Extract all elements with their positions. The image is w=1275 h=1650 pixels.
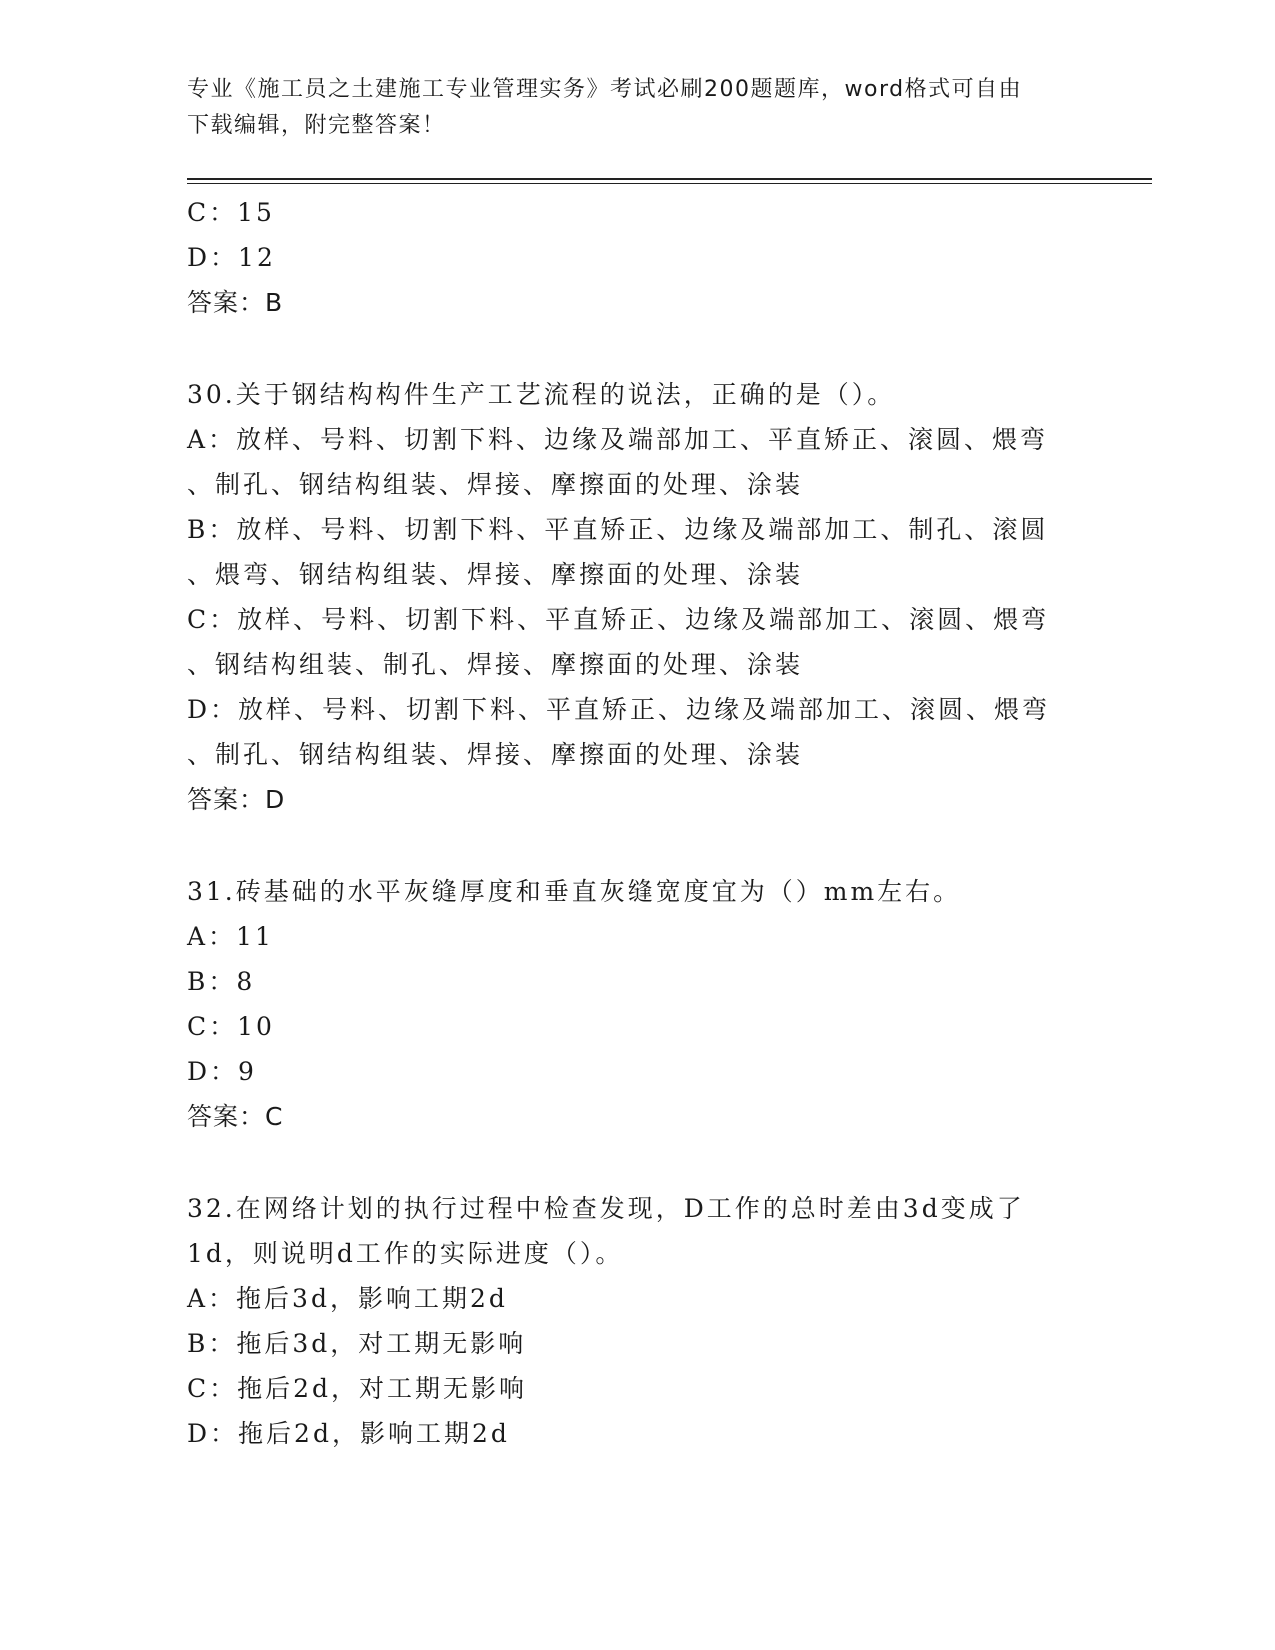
option-a: A：11	[187, 922, 274, 951]
question-30	[187, 372, 1087, 822]
question-text: 31.砖基础的水平灰缝厚度和垂直灰缝宽度宜为（）mm左右。	[187, 877, 962, 906]
header-divider-thick	[187, 178, 1152, 180]
question-text: 30.关于钢结构构件生产工艺流程的说法，正确的是（）。	[187, 380, 896, 409]
option-c: C：10	[187, 1012, 275, 1041]
answer-line: 答案：B	[187, 288, 284, 317]
option-c-continued: 、钢结构组装、制孔、焊接、摩擦面的处理、涂装	[187, 650, 804, 679]
question-29-tail	[187, 190, 1087, 325]
option-c: C：放样、号料、切割下料、平直矫正、边缘及端部加工、滚圆、煨弯	[187, 605, 1050, 634]
spacer	[187, 822, 1087, 869]
header-line-1: 专业《施工员之土建施工专业管理实务》考试必刷200题题库，word格式可自由	[187, 77, 1023, 102]
option-d: D：12	[187, 243, 276, 272]
option-a-continued: 、制孔、钢结构组装、焊接、摩擦面的处理、涂装	[187, 470, 804, 499]
page-header	[187, 72, 1087, 144]
question-32	[187, 1186, 1087, 1456]
question-text: 32.在网络计划的执行过程中检查发现，D工作的总时差由3d变成了	[187, 1194, 1025, 1223]
option-d-continued: 、制孔、钢结构组装、焊接、摩擦面的处理、涂装	[187, 740, 804, 769]
option-a: A：放样、号料、切割下料、边缘及端部加工、平直矫正、滚圆、煨弯	[187, 425, 1049, 454]
header-divider-thin	[187, 183, 1152, 184]
option-c: C：拖后2d，对工期无影响	[187, 1374, 528, 1403]
answer-line: 答案：D	[187, 785, 286, 814]
option-c: C：15	[187, 198, 275, 227]
question-31	[187, 869, 1087, 1139]
option-d: D：放样、号料、切割下料、平直矫正、边缘及端部加工、滚圆、煨弯	[187, 695, 1051, 724]
spacer	[187, 325, 1087, 372]
spacer	[187, 1139, 1087, 1186]
answer-line: 答案：C	[187, 1102, 284, 1131]
question-text-continued: 1d，则说明d工作的实际进度（）。	[187, 1239, 624, 1268]
option-d: D：拖后2d，影响工期2d	[187, 1419, 510, 1448]
header-line-2: 下载编辑，附完整答案！	[187, 113, 446, 138]
option-b: B：8	[187, 967, 256, 996]
option-a: A：拖后3d，影响工期2d	[187, 1284, 508, 1313]
option-b: B：拖后3d，对工期无影响	[187, 1329, 527, 1358]
option-d: D：9	[187, 1057, 257, 1086]
question-list	[187, 190, 1087, 1456]
option-b: B：放样、号料、切割下料、平直矫正、边缘及端部加工、制孔、滚圆	[187, 515, 1049, 544]
option-b-continued: 、煨弯、钢结构组装、焊接、摩擦面的处理、涂装	[187, 560, 804, 589]
